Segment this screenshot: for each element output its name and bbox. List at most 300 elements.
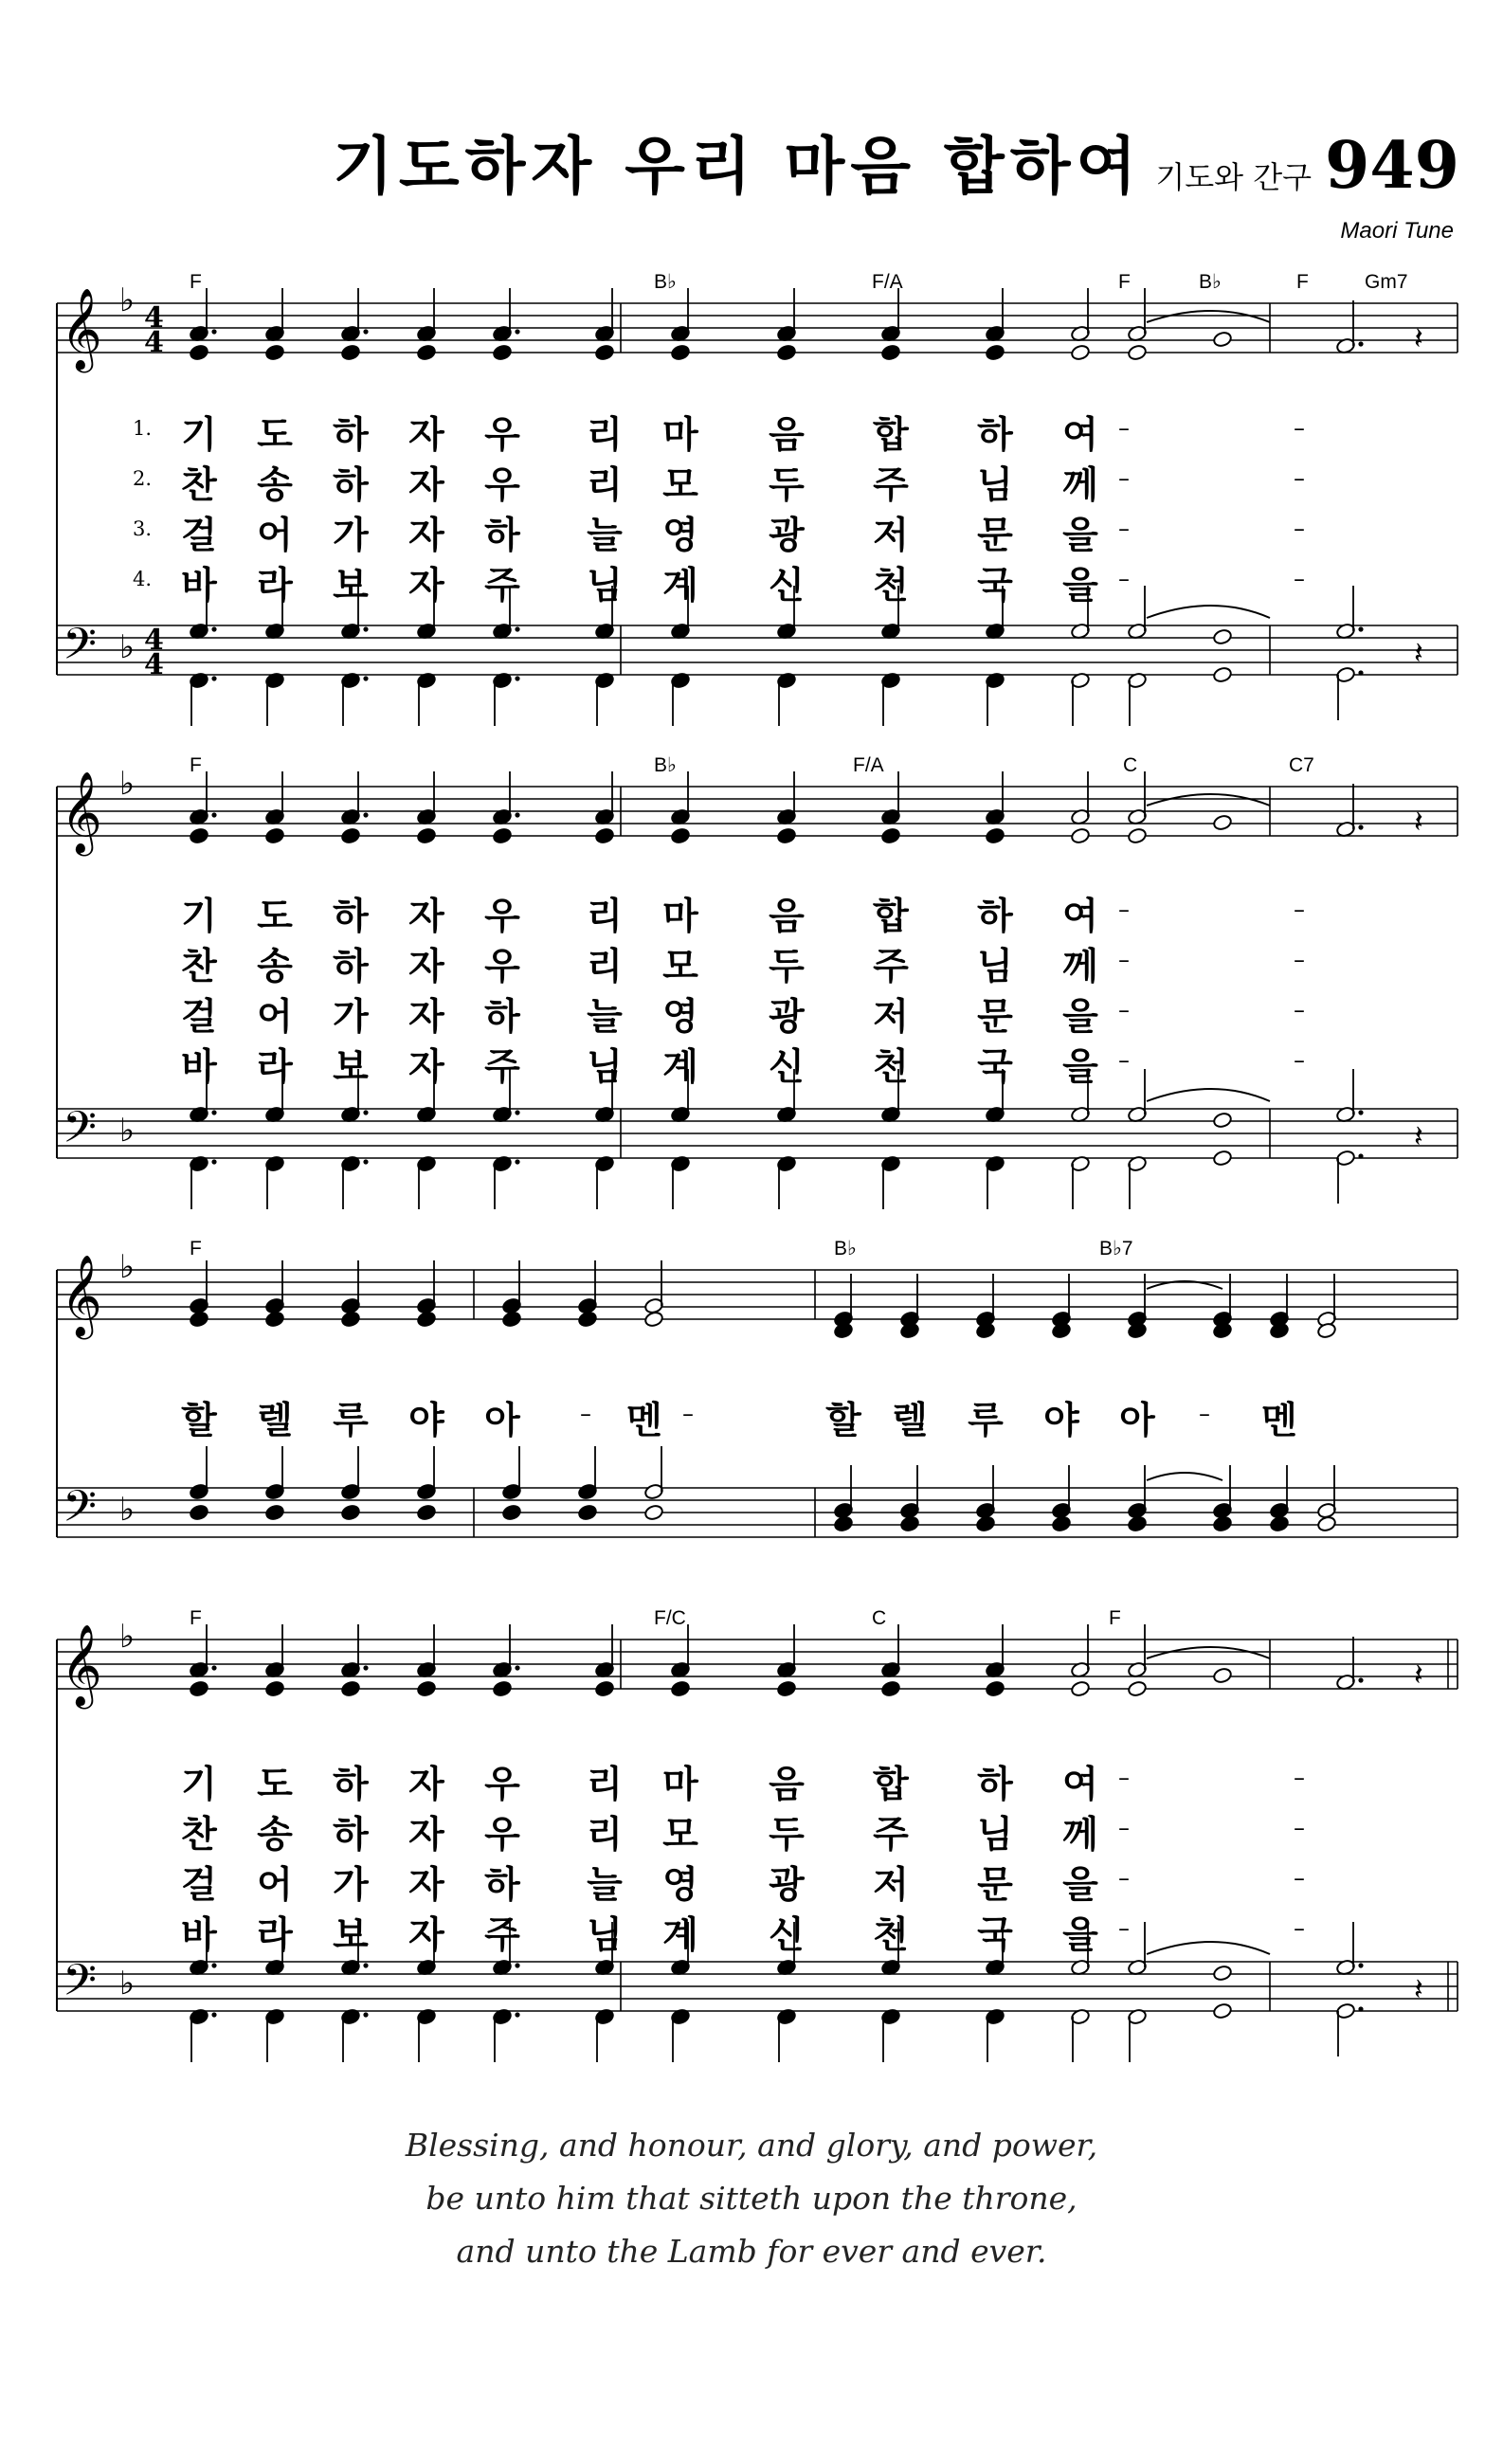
whole-note [1212, 1150, 1232, 1167]
treble-note [594, 827, 614, 844]
treble-note [264, 827, 284, 844]
dot [211, 626, 216, 631]
lyric-syllable: 님 [977, 464, 1013, 507]
treble-note [880, 344, 900, 361]
lyric-syllable: 영 [662, 515, 698, 557]
whole-note [1212, 1667, 1232, 1684]
lyric-syllable: 자 [408, 996, 444, 1039]
alleluia-syllable: 루 [333, 1400, 369, 1442]
lyric-syllable: 여 [1062, 896, 1098, 938]
quarter-rest-icon: 𝄽 [1414, 1657, 1423, 1693]
lyric-syllable: 두 [769, 946, 805, 988]
treble-note [670, 344, 690, 361]
lyric-syllable: 천 [873, 565, 909, 607]
lyric-syllable: 두 [769, 464, 805, 507]
dot [211, 329, 216, 334]
whole-note [1212, 1112, 1232, 1129]
whole-note [1212, 2002, 1232, 2020]
bass-note [643, 1504, 663, 1521]
treble-note [880, 1680, 900, 1697]
flat-key-signature-icon: ♭ [119, 1112, 136, 1150]
whole-note [1212, 628, 1232, 645]
bass-note [975, 1515, 995, 1532]
melisma-dash: – [1118, 897, 1130, 923]
verse-line [0, 556, 1503, 607]
bass-clef-icon: 𝄢 [63, 1481, 98, 1543]
lyric-syllable: 어 [257, 1864, 293, 1907]
dot [363, 676, 368, 680]
lyric-syllable: 합 [873, 414, 909, 457]
melisma-dash: – [1118, 1047, 1130, 1074]
alleluia-lyrics [0, 1391, 1503, 1448]
treble-note [189, 344, 208, 361]
lyric-syllable: 송 [257, 1814, 293, 1857]
verse-line [0, 887, 1503, 937]
lyric-syllable: 하 [333, 1814, 369, 1857]
treble-note [985, 827, 1005, 844]
quarter-rest-icon: 𝄽 [1414, 320, 1423, 356]
lyric-syllable: 을 [1062, 515, 1098, 557]
lyric-syllable: 늘 [587, 515, 623, 557]
lyric-syllable: 우 [484, 946, 520, 988]
flat-key-signature-icon: ♭ [119, 1491, 136, 1529]
lyric-syllable: 자 [408, 565, 444, 607]
treble-note [776, 1680, 796, 1697]
dot [515, 1159, 519, 1164]
lyric-syllable: 보 [333, 1914, 369, 1957]
chord-symbol: F/C [654, 1607, 686, 1629]
alleluia-syllable: 렐 [892, 1400, 928, 1442]
lyric-syllable: 마 [662, 414, 698, 457]
alleluia-syllable: 렐 [257, 1400, 293, 1442]
lyric-syllable: 주 [873, 946, 909, 988]
verse-line [0, 987, 1503, 1038]
treble-note [189, 827, 208, 844]
lyric-syllable: 보 [333, 1046, 369, 1089]
treble-note [985, 1680, 1005, 1697]
lyric-syllable: 여 [1062, 414, 1098, 457]
melisma-dash: – [1294, 415, 1305, 442]
lyric-syllable: 하 [484, 515, 520, 557]
melisma-dash: – [682, 1401, 694, 1427]
dot [363, 1963, 368, 1967]
lyric-syllable: 영 [662, 1864, 698, 1907]
lyric-syllable: 하 [484, 1864, 520, 1907]
lyric-syllable: 음 [769, 414, 805, 457]
lyric-syllable: 바 [181, 1046, 217, 1089]
dot [211, 1665, 216, 1670]
lyric-syllable: 도 [257, 1764, 293, 1806]
flat-key-signature-icon: ♭ [119, 281, 136, 319]
lyric-syllable: 라 [257, 1914, 293, 1957]
time-signature-bottom: 4 [144, 648, 164, 681]
lyric-syllable: 리 [587, 464, 623, 507]
treble-note [492, 344, 512, 361]
lyric-syllable: 걸 [181, 1864, 217, 1907]
dot [1358, 1677, 1363, 1682]
dot [211, 1110, 216, 1114]
dot [363, 329, 368, 334]
treble-clef-icon: 𝄞 [61, 1255, 102, 1336]
lyric-syllable: 주 [484, 565, 520, 607]
tie-arc [1147, 311, 1270, 322]
lyric-syllable: 송 [257, 464, 293, 507]
bass-note [1316, 1515, 1336, 1532]
melisma-dash: – [1118, 1815, 1130, 1841]
treble-clef-icon: 𝄞 [61, 1624, 102, 1706]
lyric-syllable: 걸 [181, 515, 217, 557]
whole-note [1212, 1965, 1232, 1982]
lyric-syllable: 우 [484, 1814, 520, 1857]
verse-line [0, 1805, 1503, 1856]
tie-arc [1147, 1089, 1270, 1101]
lyric-syllable: 자 [408, 946, 444, 988]
melisma-dash: – [1294, 1815, 1305, 1841]
lyric-syllable: 님 [977, 1814, 1013, 1857]
lyric-syllable: 주 [873, 464, 909, 507]
verse-line [0, 506, 1503, 556]
treble-note [501, 1311, 521, 1328]
treble-note [264, 1311, 284, 1328]
bass-clef-icon: 𝄢 [63, 1955, 98, 2017]
treble-note [340, 344, 360, 361]
treble-note [776, 344, 796, 361]
treble-note [985, 344, 1005, 361]
treble-note [189, 1680, 208, 1697]
melisma-dash: – [1294, 997, 1305, 1024]
dot [1358, 341, 1363, 346]
bass-note [340, 1504, 360, 1521]
lyric-syllable: 하 [333, 896, 369, 938]
flat-key-signature-icon: ♭ [119, 628, 136, 666]
chord-symbol: F/A [853, 754, 884, 776]
lyric-syllable: 께 [1062, 946, 1098, 988]
treble-note [264, 344, 284, 361]
lyric-syllable: 님 [587, 1046, 623, 1089]
lyric-syllable: 영 [662, 996, 698, 1039]
lyric-syllable: 하 [484, 996, 520, 1039]
lyric-syllable: 하 [977, 414, 1013, 457]
treble-note [1127, 344, 1147, 361]
melisma-dash: – [1294, 465, 1305, 492]
melisma-dash: – [1294, 947, 1305, 973]
lyric-syllable: 님 [977, 946, 1013, 988]
lyric-syllable: 계 [662, 565, 698, 607]
lyric-syllable: 을 [1062, 565, 1098, 607]
lyric-syllable: 하 [333, 946, 369, 988]
lyric-syllable: 광 [769, 996, 805, 1039]
treble-clef-icon: 𝄞 [61, 288, 102, 370]
lyric-syllable: 신 [769, 1914, 805, 1957]
scripture-line: Blessing, and honour, and glory, and power, [405, 2127, 1098, 2164]
melisma-dash: – [1199, 1401, 1210, 1427]
bass-clef-icon: 𝄢 [63, 1102, 98, 1164]
lyric-syllable: 리 [587, 896, 623, 938]
dot [211, 2012, 216, 2017]
lyric-syllable: 저 [873, 515, 909, 557]
lyric-syllable: 하 [333, 414, 369, 457]
treble-note [670, 827, 690, 844]
verse-line [0, 1906, 1503, 1956]
dot [1358, 1110, 1363, 1114]
quarter-rest-icon: 𝄽 [1414, 635, 1423, 671]
lyric-syllable: 우 [484, 1764, 520, 1806]
dot [211, 676, 216, 680]
lyric-syllable: 음 [769, 1764, 805, 1806]
bass-note [501, 1504, 521, 1521]
chord-symbol: B♭ [654, 754, 677, 776]
bass-note [189, 1504, 208, 1521]
dot [211, 812, 216, 817]
lyric-syllable: 우 [484, 464, 520, 507]
treble-note [880, 827, 900, 844]
lyric-syllable: 자 [408, 414, 444, 457]
bass-note [1212, 1515, 1232, 1532]
whole-note [1212, 814, 1232, 831]
alleluia-syllable: 할 [825, 1400, 861, 1442]
dot [363, 626, 368, 631]
bass-note [1127, 1515, 1147, 1532]
dot [515, 676, 519, 680]
lyric-syllable: 리 [587, 1764, 623, 1806]
lyric-syllable: 국 [977, 565, 1013, 607]
bass-note [1051, 1515, 1071, 1532]
treble-note [340, 827, 360, 844]
chord-symbol: F [190, 271, 202, 293]
lyric-syllable: 광 [769, 515, 805, 557]
lyric-syllable: 기 [181, 1764, 217, 1806]
time-signature-bottom: 4 [144, 326, 164, 359]
lyric-syllable: 어 [257, 996, 293, 1039]
tie-arc [1147, 606, 1270, 618]
treble-note [492, 827, 512, 844]
flat-key-signature-icon: ♭ [119, 1248, 136, 1286]
chord-symbol: F [1109, 1607, 1121, 1629]
lyric-syllable: 자 [408, 896, 444, 938]
lyric-syllable: 합 [873, 1764, 909, 1806]
lyric-syllable: 라 [257, 1046, 293, 1089]
bass-note [833, 1515, 853, 1532]
treble-note [577, 1311, 597, 1328]
dot [363, 1665, 368, 1670]
dot [211, 1159, 216, 1164]
dot [363, 1159, 368, 1164]
lyric-syllable: 자 [408, 1814, 444, 1857]
lyric-syllable: 님 [587, 565, 623, 607]
lyric-syllable: 천 [873, 1046, 909, 1089]
lyric-syllable: 을 [1062, 996, 1098, 1039]
verse-number: 2. [133, 467, 153, 490]
dot [515, 1963, 519, 1967]
treble-clef-icon: 𝄞 [61, 771, 102, 853]
chord-symbol: Gm7 [1365, 271, 1408, 293]
lyric-syllable: 께 [1062, 464, 1098, 507]
chord-symbol: F [1296, 271, 1309, 293]
lyric-syllable: 국 [977, 1914, 1013, 1957]
melisma-dash: – [1294, 1865, 1305, 1892]
time-signature-top: 4 [144, 624, 164, 657]
melisma-dash: – [1118, 947, 1130, 973]
lyric-syllable: 찬 [181, 464, 217, 507]
tie-arc [1147, 1473, 1222, 1480]
treble-note [340, 1680, 360, 1697]
lyric-syllable: 보 [333, 565, 369, 607]
melisma-dash: – [1118, 1765, 1130, 1791]
chord-symbol: F [190, 1238, 202, 1259]
verse-line [0, 406, 1503, 456]
melisma-dash: – [1294, 566, 1305, 592]
treble-note [416, 344, 436, 361]
chord-symbol: C [872, 1607, 887, 1629]
lyric-syllable: 하 [333, 464, 369, 507]
flat-key-signature-icon: ♭ [119, 765, 136, 803]
quarter-rest-icon: 𝄽 [1414, 804, 1423, 840]
alleluia-syllable: 멘 [626, 1400, 662, 1442]
lyric-syllable: 도 [257, 414, 293, 457]
chord-symbol: C7 [1289, 754, 1314, 776]
alleluia-syllable: 야 [1043, 1400, 1079, 1442]
melisma-dash: – [1118, 415, 1130, 442]
melisma-dash: – [580, 1401, 591, 1427]
lyric-syllable: 계 [662, 1914, 698, 1957]
treble-note [492, 1680, 512, 1697]
quarter-rest-icon: 𝄽 [1414, 1118, 1423, 1154]
lyric-syllable: 마 [662, 896, 698, 938]
lyric-syllable: 신 [769, 1046, 805, 1089]
alleluia-syllable: 야 [408, 1400, 444, 1442]
chord-symbol: F [190, 1607, 202, 1629]
dot [1358, 670, 1363, 675]
flat-key-signature-icon: ♭ [119, 1618, 136, 1656]
lyric-syllable: 어 [257, 515, 293, 557]
lyric-syllable: 여 [1062, 1764, 1098, 1806]
whole-note [1212, 666, 1232, 683]
treble-note [1127, 827, 1147, 844]
lyric-syllable: 늘 [587, 996, 623, 1039]
lyric-syllable: 가 [333, 1864, 369, 1907]
dot [1358, 2006, 1363, 2011]
lyric-syllable: 모 [662, 946, 698, 988]
verse-line [0, 1038, 1503, 1088]
lyric-syllable: 계 [662, 1046, 698, 1089]
lyric-syllable: 문 [977, 515, 1013, 557]
lyric-syllable: 자 [408, 1046, 444, 1089]
lyric-syllable: 마 [662, 1764, 698, 1806]
chord-symbol: B♭ [1199, 271, 1222, 293]
lyric-syllable: 송 [257, 946, 293, 988]
flat-key-signature-icon: ♭ [119, 1965, 136, 2002]
alleluia-syllable: 할 [181, 1400, 217, 1442]
whole-note [1212, 331, 1232, 348]
verse-number: 1. [133, 417, 153, 440]
dot [515, 812, 519, 817]
dot [363, 812, 368, 817]
treble-note [340, 1311, 360, 1328]
treble-note [643, 1311, 663, 1328]
lyric-syllable: 하 [977, 896, 1013, 938]
dot [363, 2012, 368, 2017]
verse-line [0, 456, 1503, 506]
treble-note [416, 1311, 436, 1328]
chord-symbol: B♭7 [1099, 1238, 1133, 1259]
verse-line [0, 937, 1503, 987]
lyric-syllable: 을 [1062, 1914, 1098, 1957]
bass-note [264, 1504, 284, 1521]
lyric-syllable: 을 [1062, 1864, 1098, 1907]
treble-note [189, 1311, 208, 1328]
lyric-syllable: 문 [977, 996, 1013, 1039]
scripture-line: and unto the Lamb for ever and ever. [456, 2233, 1047, 2270]
melisma-dash: – [1294, 1047, 1305, 1074]
treble-note [594, 344, 614, 361]
lyric-syllable: 바 [181, 1914, 217, 1957]
melisma-dash: – [1294, 1915, 1305, 1942]
alleluia-syllable: 아 [484, 1400, 520, 1442]
lyric-syllable: 님 [587, 1914, 623, 1957]
melisma-dash: – [1118, 1865, 1130, 1892]
verse-line [0, 1755, 1503, 1805]
bass-note [899, 1515, 919, 1532]
lyric-syllable: 하 [977, 1764, 1013, 1806]
lyric-syllable: 찬 [181, 946, 217, 988]
lyrics-block-4 [0, 1755, 1503, 1956]
lyric-syllable: 리 [587, 1814, 623, 1857]
hymn-category: 기도와 간구 [1155, 159, 1313, 195]
treble-note [1070, 1680, 1090, 1697]
scripture-verse [0, 2119, 1503, 2278]
melisma-dash: – [1118, 1915, 1130, 1942]
lyric-syllable: 음 [769, 896, 805, 938]
verse-line [0, 1856, 1503, 1906]
chord-symbol: B♭ [834, 1238, 857, 1259]
lyric-syllable: 천 [873, 1914, 909, 1957]
lyric-syllable: 광 [769, 1864, 805, 1907]
treble-note [776, 827, 796, 844]
chord-symbol: F/A [872, 271, 903, 293]
melisma-dash: – [1118, 997, 1130, 1024]
treble-note [416, 1680, 436, 1697]
melisma-dash: – [1118, 516, 1130, 542]
tie-arc [1147, 794, 1270, 806]
lyric-syllable: 기 [181, 414, 217, 457]
dot [515, 2012, 519, 2017]
lyric-syllable: 가 [333, 515, 369, 557]
melisma-dash: – [1118, 566, 1130, 592]
lyrics-block-2 [0, 887, 1503, 1088]
lyric-syllable: 저 [873, 996, 909, 1039]
verse-number: 4. [133, 568, 153, 590]
lyric-syllable: 주 [484, 1046, 520, 1089]
alleluia-syllable: 루 [968, 1400, 1004, 1442]
lyric-syllable: 을 [1062, 1046, 1098, 1089]
bass-note [1269, 1515, 1289, 1532]
dot [1358, 626, 1363, 631]
lyric-syllable: 늘 [587, 1864, 623, 1907]
lyric-syllable: 국 [977, 1046, 1013, 1089]
dot [515, 329, 519, 334]
bass-clef-icon: 𝄢 [63, 619, 98, 680]
lyric-syllable: 두 [769, 1814, 805, 1857]
chord-symbol: F [1118, 271, 1131, 293]
lyric-syllable: 모 [662, 1814, 698, 1857]
lyric-syllable: 주 [484, 1914, 520, 1957]
lyric-syllable: 저 [873, 1864, 909, 1907]
chord-symbol: F [190, 754, 202, 776]
lyric-syllable: 리 [587, 946, 623, 988]
melisma-dash: – [1294, 516, 1305, 542]
dot [515, 1110, 519, 1114]
lyric-syllable: 가 [333, 996, 369, 1039]
